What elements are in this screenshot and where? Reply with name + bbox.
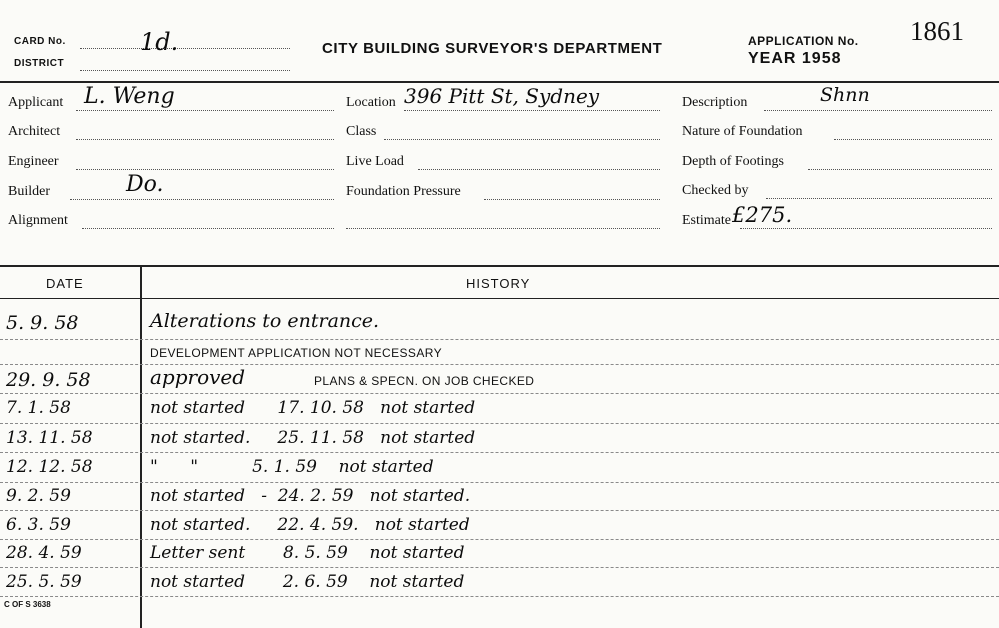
- blank-dotline: [346, 228, 660, 229]
- depth-dotline: [808, 169, 992, 170]
- history-row-date: 29. 9. 58: [6, 369, 91, 391]
- applicant-label: Applicant: [8, 95, 64, 110]
- row-rule: [0, 393, 999, 394]
- card-no-label: CARD No.: [14, 36, 66, 47]
- row-rule: [0, 510, 999, 511]
- header-rule: [0, 81, 999, 83]
- table-header-rule: [0, 298, 999, 299]
- class-dotline: [384, 139, 660, 140]
- row-rule: [0, 539, 999, 540]
- description-label: Description: [682, 95, 748, 110]
- nature-dotline: [834, 139, 992, 140]
- history-row-date: 5. 9. 58: [6, 312, 79, 334]
- row-rule: [0, 452, 999, 453]
- engineer-label: Engineer: [8, 154, 59, 169]
- card-no-value: 1d.: [140, 28, 179, 56]
- row-rule: [0, 482, 999, 483]
- foundation-pressure-dotline: [484, 199, 660, 200]
- history-row-text: Alterations to entrance.: [150, 310, 380, 332]
- form-code: C OF S 3638: [4, 600, 51, 609]
- location-dotline: [404, 110, 660, 111]
- history-row-text: not started. 22. 4. 59. not started: [150, 515, 470, 535]
- history-row-date: 6. 3. 59: [6, 515, 71, 535]
- row-rule: [0, 423, 999, 424]
- alignment-dotline: [82, 228, 334, 229]
- row-rule: [0, 596, 999, 597]
- alignment-label: Alignment: [8, 213, 68, 228]
- card-no-dotline: [80, 48, 290, 49]
- estimate-dotline: [740, 228, 992, 229]
- applicant-value: L. Weng: [84, 84, 175, 109]
- history-row-date: 25. 5. 59: [6, 572, 82, 592]
- depth-of-footings-label: Depth of Footings: [682, 154, 784, 169]
- builder-dotline: [70, 199, 334, 200]
- location-value: 396 Pitt St, Sydney: [404, 84, 600, 108]
- history-row-date: 28. 4. 59: [6, 543, 82, 563]
- history-row-text: Letter sent 8. 5. 59 not started: [150, 543, 465, 563]
- development-application-stamp: DEVELOPMENT APPLICATION NOT NECESSARY: [150, 346, 442, 360]
- description-value: Shnn: [820, 84, 870, 106]
- department-title: CITY BUILDING SURVEYOR'S DEPARTMENT: [322, 40, 663, 57]
- estimate-value: £275.: [732, 203, 793, 227]
- fields-bottom-rule: [0, 265, 999, 267]
- checked-by-label: Checked by: [682, 183, 749, 198]
- architect-label: Architect: [8, 124, 61, 139]
- live-load-label: Live Load: [346, 154, 404, 169]
- history-row-date: 13. 11. 58: [6, 428, 93, 448]
- district-label: DISTRICT: [14, 58, 65, 69]
- checked-dotline: [766, 198, 992, 199]
- date-column-divider: [140, 265, 142, 628]
- history-row-text: " " 5. 1. 59 not started: [150, 457, 434, 477]
- estimate-label: Estimate: [682, 213, 731, 228]
- application-no-label: APPLICATION No.: [748, 34, 859, 48]
- description-dotline: [764, 110, 992, 111]
- builder-label: Builder: [8, 184, 50, 199]
- history-row-text: approved: [150, 365, 246, 389]
- application-no-value: 1861: [910, 16, 964, 46]
- plans-checked-stamp: PLANS & SPECN. ON JOB CHECKED: [314, 374, 535, 388]
- location-label: Location: [346, 95, 396, 110]
- architect-dotline: [76, 139, 334, 140]
- history-row-text: not started 17. 10. 58 not started: [150, 398, 476, 418]
- history-row-date: 7. 1. 58: [6, 398, 71, 418]
- row-rule: [0, 567, 999, 568]
- builder-value: Do.: [126, 172, 164, 197]
- history-row-text: not started 2. 6. 59 not started: [150, 572, 465, 592]
- district-dotline: [80, 70, 290, 71]
- history-row-text: not started. 25. 11. 58 not started: [150, 428, 476, 448]
- applicant-dotline: [76, 110, 334, 111]
- live-load-dotline: [418, 169, 660, 170]
- history-column-header: HISTORY: [466, 276, 531, 291]
- class-label: Class: [346, 124, 377, 139]
- history-row-date: 12. 12. 58: [6, 457, 93, 477]
- engineer-dotline: [76, 169, 334, 170]
- history-row-date: 9. 2. 59: [6, 486, 71, 506]
- nature-of-foundation-label: Nature of Foundation: [682, 124, 803, 139]
- foundation-pressure-label: Foundation Pressure: [346, 184, 461, 199]
- history-row-text: not started - 24. 2. 59 not started.: [150, 486, 471, 506]
- date-column-header: DATE: [46, 276, 84, 291]
- year-label: YEAR 1958: [748, 50, 842, 67]
- row-rule: [0, 339, 999, 340]
